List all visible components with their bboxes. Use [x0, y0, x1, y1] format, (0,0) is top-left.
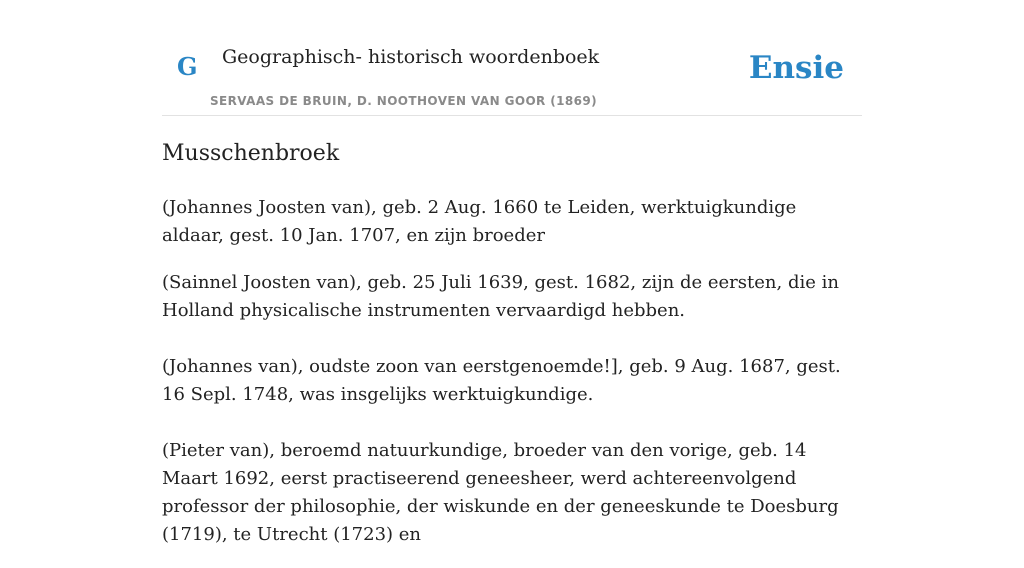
entry-paragraph: (Johannes Joosten van), geb. 2 Aug. 1660 te Leiden, werktuigkundige aldaar, gest. 10 Jan. 1707, en zijn broeder — [162, 197, 797, 246]
book-logo-letter[interactable]: G — [177, 52, 198, 81]
site-header — [162, 0, 862, 116]
entry-content — [162, 136, 862, 568]
entry-paragraph: (Pieter van), beroemd natuurkundige, broeder van den vorige, geb. 14 Maart 1692, eerst practiseerend geneesheer, werd achtereenvolgend professor der philosophie, der wiskunde en der geneeskunde te Doesburg (1719), te Utrecht (1723) en — [162, 440, 839, 545]
entry-title: Musschenbroek — [162, 141, 340, 166]
ensie-logo-link[interactable]: Ensie — [748, 50, 844, 86]
book-title[interactable]: Geographisch- historisch woordenboek — [222, 46, 600, 68]
entry-paragraph: (Sainnel Joosten van), geb. 25 Juli 1639, gest. 1682, zijn de eersten, die in Holland physicalische instrumenten vervaardigd hebben. — [162, 272, 839, 321]
entry-text — [162, 194, 862, 549]
entry-paragraph: (Johannes van), oudste zoon van eerstgenoemde!], geb. 9 Aug. 1687, gest. 16 Sepl. 1748, was insgelijks werktuigkundige. — [162, 356, 841, 405]
book-meta: SERVAAS DE BRUIN, D. NOOTHOVEN VAN GOOR (1869) — [210, 94, 598, 108]
